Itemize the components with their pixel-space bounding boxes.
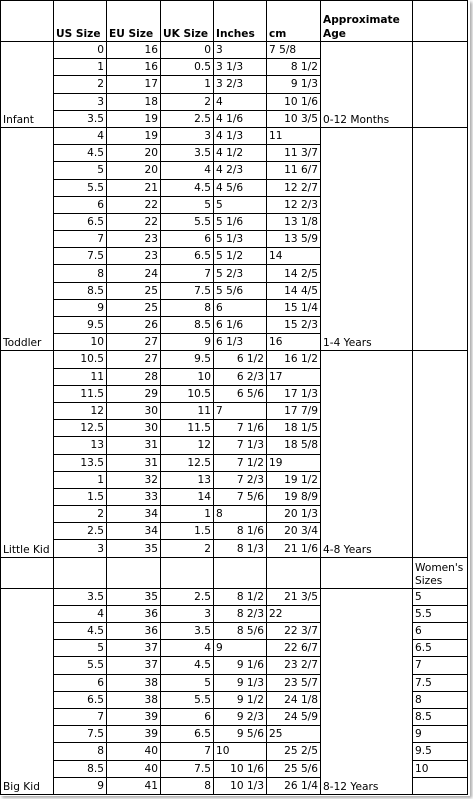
uk-size-cell: 0 [161, 42, 214, 59]
uk-size-cell: 3.5 [161, 623, 214, 640]
uk-size-cell: 6.5 [161, 248, 214, 265]
us-size-cell: 13 [54, 437, 107, 454]
womens-size-cell: 10 [413, 760, 468, 777]
cm-cell: 11 [267, 127, 321, 144]
us-size-cell: 4.5 [54, 623, 107, 640]
inches-cell: 5 1/2 [214, 248, 267, 265]
eu-size-cell: 30 [107, 420, 161, 437]
us-size-cell: 10 [54, 334, 107, 351]
inches-cell: 6 1/2 [214, 351, 267, 368]
inches-cell: 8 2/3 [214, 605, 267, 622]
cm-cell: 10 1/6 [267, 93, 321, 110]
womens-size-cell: 8.5 [413, 708, 468, 725]
eu-size-cell: 40 [107, 743, 161, 760]
inches-cell: 8 1/3 [214, 540, 267, 557]
cm-cell: 16 [267, 334, 321, 351]
uk-size-cell: 2.5 [161, 588, 214, 605]
eu-size-cell: 36 [107, 623, 161, 640]
us-size-cell: 3.5 [54, 588, 107, 605]
eu-size-cell: 26 [107, 317, 161, 334]
us-size-cell: 4 [54, 127, 107, 144]
womens-size-cell: 7.5 [413, 674, 468, 691]
inches-cell: 3 [214, 42, 267, 59]
womens-size-cell: 6 [413, 623, 468, 640]
cm-cell: 13 1/8 [267, 213, 321, 230]
cm-cell: 19 8/9 [267, 488, 321, 505]
uk-size-cell: 6.5 [161, 726, 214, 743]
us-size-cell: 2 [54, 506, 107, 523]
us-size-cell: 13.5 [54, 454, 107, 471]
table-body [1, 1, 468, 795]
eu-size-cell: 19 [107, 127, 161, 144]
cm-cell: 17 1/3 [267, 385, 321, 402]
uk-size-cell: 5.5 [161, 213, 214, 230]
eu-size-cell: 29 [107, 385, 161, 402]
cm-cell: 23 2/7 [267, 657, 321, 674]
us-size-cell: 1.5 [54, 488, 107, 505]
eu-size-cell: 22 [107, 213, 161, 230]
header-cell-uk-size: UK Size [161, 1, 214, 42]
us-size-cell: 5 [54, 162, 107, 179]
inches-cell: 9 1/6 [214, 657, 267, 674]
uk-size-cell: 2 [161, 540, 214, 557]
eu-size-cell: 40 [107, 760, 161, 777]
table-row [1, 588, 468, 605]
table-row [1, 351, 468, 368]
empty-cell [161, 557, 214, 588]
us-size-cell: 9 [54, 777, 107, 794]
eu-size-cell: 23 [107, 248, 161, 265]
us-size-cell: 10.5 [54, 351, 107, 368]
header-cell-group [1, 1, 54, 42]
eu-size-cell: 31 [107, 454, 161, 471]
inches-cell: 4 1/3 [214, 127, 267, 144]
age-range-cell: 4-8 Years [321, 351, 413, 557]
header-row [1, 1, 468, 42]
eu-size-cell: 27 [107, 351, 161, 368]
cm-cell: 20 3/4 [267, 523, 321, 540]
empty-cell [413, 127, 468, 350]
empty-cell [267, 557, 321, 588]
us-size-cell: 12 [54, 402, 107, 419]
table-row [1, 42, 468, 59]
us-size-cell: 7 [54, 231, 107, 248]
womens-size-cell: 8 [413, 691, 468, 708]
cm-cell: 11 3/7 [267, 145, 321, 162]
uk-size-cell: 3 [161, 127, 214, 144]
inches-cell: 7 [214, 402, 267, 419]
cm-cell: 21 3/5 [267, 588, 321, 605]
group-label-toddler: Toddler [1, 127, 54, 350]
uk-size-cell: 10 [161, 368, 214, 385]
cm-cell: 22 [267, 605, 321, 622]
uk-size-cell: 4.5 [161, 179, 214, 196]
empty-cell [54, 557, 107, 588]
inches-cell: 9 1/2 [214, 691, 267, 708]
eu-size-cell: 28 [107, 368, 161, 385]
uk-size-cell: 1.5 [161, 523, 214, 540]
cm-cell: 17 [267, 368, 321, 385]
uk-size-cell: 13 [161, 471, 214, 488]
us-size-cell: 11.5 [54, 385, 107, 402]
us-size-cell: 9.5 [54, 317, 107, 334]
cm-cell: 16 1/2 [267, 351, 321, 368]
us-size-cell: 2.5 [54, 523, 107, 540]
eu-size-cell: 34 [107, 506, 161, 523]
inches-cell: 8 5/6 [214, 623, 267, 640]
age-range-cell: 1-4 Years [321, 127, 413, 350]
inches-cell: 4 1/6 [214, 110, 267, 127]
inches-cell: 4 1/2 [214, 145, 267, 162]
cm-cell: 14 2/5 [267, 265, 321, 282]
us-size-cell: 5 [54, 640, 107, 657]
womens-size-cell: 6.5 [413, 640, 468, 657]
inches-cell: 10 [214, 743, 267, 760]
cm-cell: 9 1/3 [267, 76, 321, 93]
us-size-cell: 3 [54, 540, 107, 557]
eu-size-cell: 19 [107, 110, 161, 127]
inches-cell: 4 [214, 93, 267, 110]
uk-size-cell: 0.5 [161, 59, 214, 76]
cm-cell: 19 1/2 [267, 471, 321, 488]
empty-cell [413, 351, 468, 557]
womens-size-cell: 7 [413, 657, 468, 674]
eu-size-cell: 35 [107, 588, 161, 605]
cm-cell: 15 2/3 [267, 317, 321, 334]
womens-size-cell: 5 [413, 588, 468, 605]
us-size-cell: 0 [54, 42, 107, 59]
empty-cell [1, 557, 54, 588]
inches-cell: 4 2/3 [214, 162, 267, 179]
cm-cell: 18 1/5 [267, 420, 321, 437]
us-size-cell: 8.5 [54, 760, 107, 777]
us-size-cell: 8.5 [54, 282, 107, 299]
womens-sizes-header: Women's Sizes [413, 557, 468, 588]
empty-cell [214, 557, 267, 588]
inches-cell: 6 1/6 [214, 317, 267, 334]
inches-cell: 5 [214, 196, 267, 213]
us-size-cell: 8 [54, 265, 107, 282]
uk-size-cell: 6 [161, 231, 214, 248]
us-size-cell: 3.5 [54, 110, 107, 127]
uk-size-cell: 11 [161, 402, 214, 419]
uk-size-cell: 8 [161, 777, 214, 794]
womens-size-cell [413, 777, 468, 794]
uk-size-cell: 9 [161, 334, 214, 351]
uk-size-cell: 12.5 [161, 454, 214, 471]
uk-size-cell: 7 [161, 743, 214, 760]
cm-cell: 22 3/7 [267, 623, 321, 640]
us-size-cell: 4.5 [54, 145, 107, 162]
womens-size-cell: 9 [413, 726, 468, 743]
eu-size-cell: 39 [107, 708, 161, 725]
uk-size-cell: 4.5 [161, 657, 214, 674]
cm-cell: 12 2/7 [267, 179, 321, 196]
empty-cell [321, 557, 413, 588]
us-size-cell: 6.5 [54, 213, 107, 230]
inches-cell: 7 1/3 [214, 437, 267, 454]
eu-size-cell: 25 [107, 299, 161, 316]
inches-cell: 9 5/6 [214, 726, 267, 743]
uk-size-cell: 4 [161, 162, 214, 179]
us-size-cell: 1 [54, 471, 107, 488]
eu-size-cell: 24 [107, 265, 161, 282]
age-range-cell: 0-12 Months [321, 42, 413, 128]
eu-size-cell: 20 [107, 162, 161, 179]
cm-cell: 14 4/5 [267, 282, 321, 299]
uk-size-cell: 5 [161, 674, 214, 691]
uk-size-cell: 5.5 [161, 691, 214, 708]
inches-cell: 9 [214, 640, 267, 657]
cm-cell: 18 5/8 [267, 437, 321, 454]
uk-size-cell: 14 [161, 488, 214, 505]
uk-size-cell: 9.5 [161, 351, 214, 368]
cm-cell: 26 1/4 [267, 777, 321, 794]
eu-size-cell: 34 [107, 523, 161, 540]
uk-size-cell: 8.5 [161, 317, 214, 334]
group-label-big-kid: Big Kid [1, 588, 54, 794]
inches-cell: 7 1/6 [214, 420, 267, 437]
eu-size-cell: 27 [107, 334, 161, 351]
uk-size-cell: 7.5 [161, 282, 214, 299]
cm-cell: 7 5/8 [267, 42, 321, 59]
eu-size-cell: 36 [107, 605, 161, 622]
inches-cell: 8 1/2 [214, 588, 267, 605]
cm-cell: 8 1/2 [267, 59, 321, 76]
cm-cell: 17 7/9 [267, 402, 321, 419]
eu-size-cell: 17 [107, 76, 161, 93]
eu-size-cell: 41 [107, 777, 161, 794]
inches-cell: 6 1/3 [214, 334, 267, 351]
inches-cell: 3 1/3 [214, 59, 267, 76]
inches-cell: 7 1/2 [214, 454, 267, 471]
us-size-cell: 2 [54, 76, 107, 93]
eu-size-cell: 38 [107, 674, 161, 691]
inches-cell: 9 2/3 [214, 708, 267, 725]
inches-cell: 10 1/3 [214, 777, 267, 794]
us-size-cell: 1 [54, 59, 107, 76]
uk-size-cell: 12 [161, 437, 214, 454]
inches-cell: 5 1/3 [214, 231, 267, 248]
eu-size-cell: 16 [107, 42, 161, 59]
group-label-little-kid: Little Kid [1, 351, 54, 557]
inches-cell: 4 5/6 [214, 179, 267, 196]
eu-size-cell: 39 [107, 726, 161, 743]
cm-cell: 25 5/6 [267, 760, 321, 777]
us-size-cell: 6 [54, 196, 107, 213]
eu-size-cell: 37 [107, 657, 161, 674]
inches-cell: 7 2/3 [214, 471, 267, 488]
header-cell-approximate-age: Approximate Age [321, 1, 413, 42]
eu-size-cell: 16 [107, 59, 161, 76]
cm-cell: 20 1/3 [267, 506, 321, 523]
cm-cell: 21 1/6 [267, 540, 321, 557]
uk-size-cell: 2 [161, 93, 214, 110]
spacer-row [1, 557, 468, 588]
uk-size-cell: 7 [161, 265, 214, 282]
us-size-cell: 12.5 [54, 420, 107, 437]
header-cell-inches: Inches [214, 1, 267, 42]
eu-size-cell: 32 [107, 471, 161, 488]
inches-cell: 8 1/6 [214, 523, 267, 540]
inches-cell: 6 [214, 299, 267, 316]
us-size-cell: 6 [54, 674, 107, 691]
header-cell-eu-size: EU Size [107, 1, 161, 42]
uk-size-cell: 1 [161, 76, 214, 93]
uk-size-cell: 10.5 [161, 385, 214, 402]
uk-size-cell: 3 [161, 605, 214, 622]
uk-size-cell: 6 [161, 708, 214, 725]
eu-size-cell: 35 [107, 540, 161, 557]
eu-size-cell: 18 [107, 93, 161, 110]
womens-size-cell: 5.5 [413, 605, 468, 622]
us-size-cell: 8 [54, 743, 107, 760]
eu-size-cell: 30 [107, 402, 161, 419]
us-size-cell: 7.5 [54, 726, 107, 743]
inches-cell: 3 2/3 [214, 76, 267, 93]
uk-size-cell: 2.5 [161, 110, 214, 127]
us-size-cell: 9 [54, 299, 107, 316]
uk-size-cell: 8 [161, 299, 214, 316]
us-size-cell: 7.5 [54, 248, 107, 265]
cm-cell: 19 [267, 454, 321, 471]
cm-cell: 24 5/9 [267, 708, 321, 725]
inches-cell: 9 1/3 [214, 674, 267, 691]
empty-cell [107, 557, 161, 588]
header-cell-cm: cm [267, 1, 321, 42]
eu-size-cell: 23 [107, 231, 161, 248]
uk-size-cell: 4 [161, 640, 214, 657]
inches-cell: 8 [214, 506, 267, 523]
inches-cell: 5 2/3 [214, 265, 267, 282]
cm-cell: 24 1/8 [267, 691, 321, 708]
uk-size-cell: 7.5 [161, 760, 214, 777]
age-range-cell: 8-12 Years [321, 588, 413, 794]
inches-cell: 7 5/6 [214, 488, 267, 505]
uk-size-cell: 3.5 [161, 145, 214, 162]
us-size-cell: 3 [54, 93, 107, 110]
us-size-cell: 6.5 [54, 691, 107, 708]
us-size-cell: 4 [54, 605, 107, 622]
uk-size-cell: 1 [161, 506, 214, 523]
uk-size-cell: 5 [161, 196, 214, 213]
inches-cell: 10 1/6 [214, 760, 267, 777]
group-label-infant: Infant [1, 42, 54, 128]
eu-size-cell: 31 [107, 437, 161, 454]
cm-cell: 13 5/9 [267, 231, 321, 248]
cm-cell: 14 [267, 248, 321, 265]
inches-cell: 6 5/6 [214, 385, 267, 402]
header-cell-womens [413, 1, 468, 42]
empty-cell [413, 42, 468, 128]
eu-size-cell: 21 [107, 179, 161, 196]
cm-cell: 25 [267, 726, 321, 743]
us-size-cell: 11 [54, 368, 107, 385]
header-cell-us-size: US Size [54, 1, 107, 42]
eu-size-cell: 25 [107, 282, 161, 299]
eu-size-cell: 20 [107, 145, 161, 162]
cm-cell: 12 2/3 [267, 196, 321, 213]
us-size-cell: 5.5 [54, 657, 107, 674]
table-row [1, 127, 468, 144]
cm-cell: 22 6/7 [267, 640, 321, 657]
womens-size-cell: 9.5 [413, 743, 468, 760]
cm-cell: 23 5/7 [267, 674, 321, 691]
inches-cell: 5 1/6 [214, 213, 267, 230]
eu-size-cell: 37 [107, 640, 161, 657]
cm-cell: 11 6/7 [267, 162, 321, 179]
eu-size-cell: 22 [107, 196, 161, 213]
cm-cell: 15 1/4 [267, 299, 321, 316]
eu-size-cell: 33 [107, 488, 161, 505]
cm-cell: 10 3/5 [267, 110, 321, 127]
inches-cell: 5 5/6 [214, 282, 267, 299]
inches-cell: 6 2/3 [214, 368, 267, 385]
cm-cell: 25 2/5 [267, 743, 321, 760]
eu-size-cell: 38 [107, 691, 161, 708]
uk-size-cell: 11.5 [161, 420, 214, 437]
us-size-cell: 5.5 [54, 179, 107, 196]
us-size-cell: 7 [54, 708, 107, 725]
